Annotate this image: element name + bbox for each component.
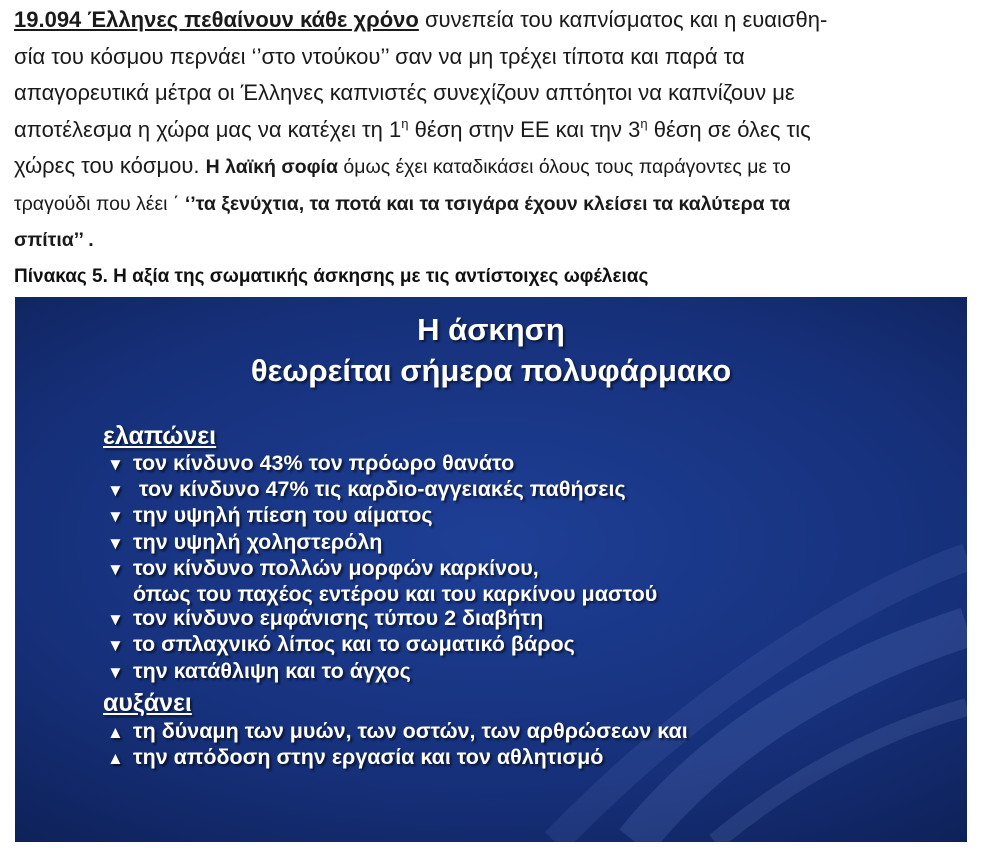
song-quote: ‘’τα ξενύχτια, τα ποτά και τα τσιγάρα έχουν κλείσει τα καλύτερα τα [184, 192, 791, 215]
list-item [107, 659, 657, 685]
increases-heading: αυξάνει [103, 689, 192, 717]
decreases-heading: ελαπώνει [103, 422, 217, 450]
down-triangle-icon: ▼ [107, 610, 124, 630]
list-item [107, 719, 688, 745]
down-triangle-icon: ▼ [107, 455, 124, 474]
list-item [107, 477, 657, 503]
table-caption: Πίνακας 5. Η αξία της σωματικής άσκησης με τις αντίστοιχες ωφέλειας [14, 266, 649, 287]
list-item-text: τον κίνδυνο 47% τις καρδιο-αγγειακές παθήσεις [133, 477, 626, 502]
headline-statistic: 19.094 Έλληνες πεθαίνουν κάθε χρόνο [14, 7, 419, 32]
text-span: αποτέλεσμα η χώρα μας να κατέχει τη 1 [14, 116, 402, 142]
list-item-continuation: όπως του παχέος εντέρου και του καρκίνου μαστού [133, 582, 658, 607]
slide-title [15, 309, 967, 391]
superscript: η [401, 115, 409, 131]
list-item [107, 745, 688, 771]
list-item [107, 606, 657, 632]
exercise-slide-image [15, 297, 967, 842]
down-triangle-icon: ▼ [107, 507, 124, 527]
text-span: συνεπεία του καπνίσματος και η ευαισθη- [418, 7, 828, 32]
down-triangle-icon: ▼ [107, 559, 124, 579]
down-triangle-icon: ▼ [107, 662, 124, 682]
list-item-text: τον κίνδυνο 43% τον πρόωρο θανάτο [133, 451, 515, 475]
list-item [107, 451, 657, 477]
list-item [107, 503, 657, 529]
list-item-text: την υψηλή πίεση του αίματος [133, 503, 433, 528]
list-item-text: την υψηλή χοληστερόλη [133, 529, 383, 554]
list-item-text: την κατάθλιψη και το άγχος [133, 658, 411, 683]
text-span: όμως έχει καταδικάσει όλους τους παράγοντες με το [337, 156, 791, 178]
decreases-list [107, 451, 657, 685]
paragraph-line-3: απαγορευτικά μέτρα οι Έλληνες καπνιστές συνεχίζουν απτόητοι να καπνίζουν με [14, 80, 795, 105]
slide-title-line-2: θεωρείται σήμερα πολυφάρμακο [250, 353, 732, 388]
paragraph-line-4 [14, 112, 978, 149]
list-item-text: την απόδοση στην εργασία και τον αθλητισμό [133, 745, 604, 770]
text-span: τραγούδι που λέει ΄ [14, 192, 185, 215]
list-item-text: τον κίνδυνο εμφάνισης τύπου 2 διαβήτη [133, 606, 544, 631]
paragraph-line-5 [14, 148, 978, 186]
paragraph-line-1 [14, 2, 978, 39]
down-triangle-icon: ▼ [107, 481, 124, 501]
bold-phrase: Η λαϊκή σοφία [205, 156, 338, 178]
slide-title-line-1: Η άσκηση [417, 312, 565, 347]
text-span: θέση σε όλες τις [647, 116, 811, 142]
paragraph-line-7: σπίτια’’ . [14, 229, 94, 251]
paragraph-line-6 [14, 186, 978, 223]
list-item [107, 556, 657, 582]
list-item [107, 530, 657, 556]
up-triangle-icon: ▲ [107, 723, 124, 742]
text-span: χώρες του κόσμου. [14, 153, 206, 178]
superscript: η [640, 115, 648, 131]
list-item-text: το σπλαχνικό λίπος και το σωματικό βάρος [133, 632, 575, 657]
text-span: θέση στην ΕΕ και την 3 [408, 116, 641, 142]
list-item-text: τη δύναμη των μυών, των οστών, των αρθρώσεων και [133, 719, 688, 743]
up-triangle-icon: ▲ [107, 749, 124, 769]
document-paragraph [14, 2, 978, 259]
paragraph-line-2: σία του κόσμου περνάει ‘’στο ντούκου’’ σαν να μη τρέχει τίποτα και παρά τα [14, 43, 745, 69]
list-item [107, 632, 657, 658]
down-triangle-icon: ▼ [107, 636, 124, 656]
down-triangle-icon: ▼ [107, 533, 124, 553]
increases-list [107, 719, 688, 771]
list-item-text: τον κίνδυνο πολλών μορφών καρκίνου, [133, 555, 539, 580]
